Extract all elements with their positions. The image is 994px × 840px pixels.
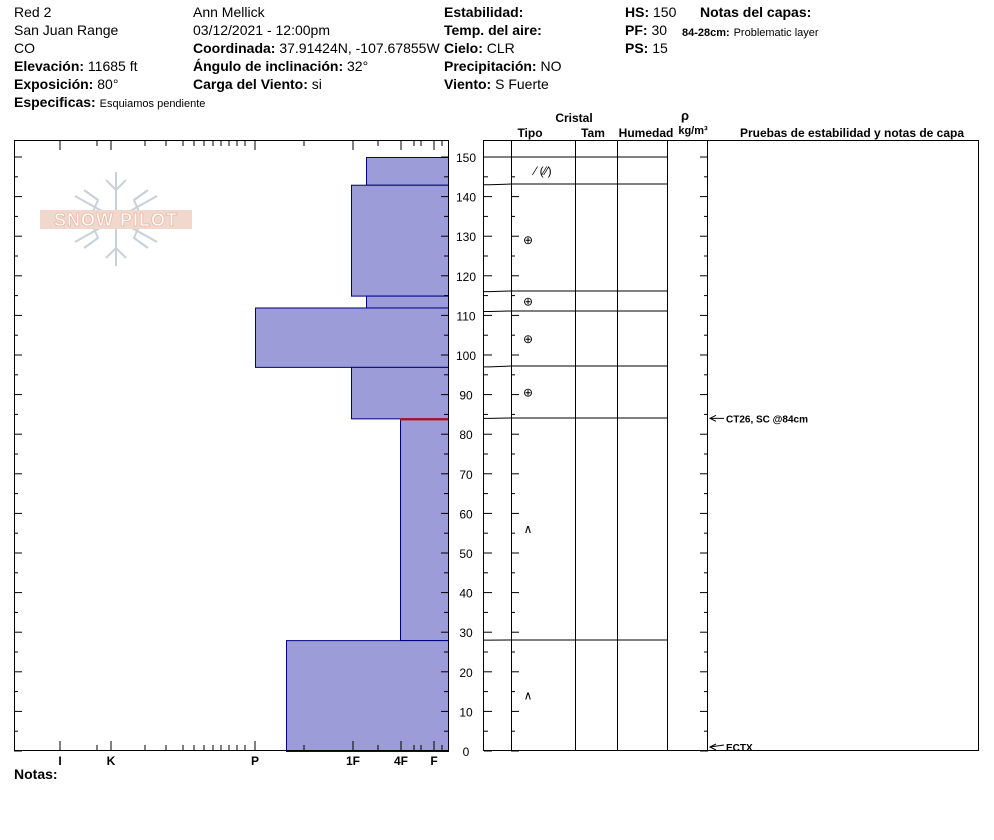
precip-label: Precipitación: [444,58,537,74]
y-tick-label: 50 [459,547,473,561]
size-header: Tam [581,126,605,140]
coordinate-label: Coordinada: [193,40,276,56]
pf-label: PF: [625,22,648,38]
y-tick-label: 130 [455,230,477,245]
crystal-symbol: ⊕ [522,233,534,248]
stability-label: Estabilidad: [444,4,524,20]
crystal-symbol: ∧ [523,688,533,703]
y-tick-label: 20 [459,665,473,680]
coordinate-value: 37.91424N, -107.67855W [279,40,440,56]
crystal-grid [484,140,979,751]
y-tick-label: 110 [456,309,476,324]
y-tick-label: 60 [459,507,473,522]
rho-header: ρ [680,108,690,123]
crystal-symbol: ⁄ (⁄⁄) [534,163,552,178]
moisture-header: Humedad [618,126,674,140]
specifics-label: Especificas: [14,94,96,110]
x-tick-label: 1F [345,754,361,768]
test-label: ECTX [726,743,753,754]
x-tick-label: P [250,754,260,768]
hardness-bar [287,641,449,752]
wind-value: S Fuerte [495,76,549,92]
specifics-value: Esquiamos pendiente [99,98,206,110]
layer-notes-title: Notas del capas: [700,4,812,20]
grid-headers [517,108,964,140]
air-temp-label: Temp. del aire: [444,22,542,38]
x-tick-label: F [430,754,438,768]
state-name: CO [14,40,35,56]
hardness-bar [367,158,449,186]
wind-load-label: Carga del Viento: [193,76,308,92]
x-tick-label: K [106,754,116,768]
hs-value: 150 [653,4,677,20]
aspect-label: Exposición: [14,76,94,92]
y-tick-label: 70 [459,467,473,482]
range-name: San Juan Range [14,22,119,38]
crystal-symbol: ⊕ [522,385,534,400]
hs-label: HS: [625,4,650,20]
elevation-label: Elevación: [14,58,85,74]
logo-text: SNOW PILOT [54,210,178,230]
crystal-header: Cristal [555,111,593,125]
stability-tests [710,414,808,754]
crystal-symbol: ∧ [523,522,533,537]
layer-note-text: Problematic layer [733,27,819,39]
type-header: Tipo [517,126,543,140]
sky-label: Cielo: [444,40,483,56]
tests-header: Pruebas de estabilidad y notas de capa [739,126,965,140]
elevation-value: 11685 ft [87,58,138,74]
y-tick-label: 100 [455,349,477,363]
y-tick-label: 10 [459,705,473,720]
test-label: CT26, SC @84cm [726,414,809,426]
y-tick-label: 140 [455,190,477,205]
hardness-bar [352,185,449,296]
layer-note-range: 84-28cm: [682,27,730,39]
site-name: Red 2 [14,4,52,20]
wind-label: Viento: [444,76,492,92]
y-tick-label: 0 [462,745,470,759]
y-tick-label: 120 [455,269,477,284]
grid-depth-ticks [484,157,708,751]
notes-label: Notas: [14,766,58,782]
ps-value: 15 [652,40,668,56]
y-tick-label: 30 [459,626,473,641]
x-tick-label: 4F [393,754,409,768]
crystal-symbols [523,164,552,703]
aspect-value: 80° [97,76,119,92]
x-tick-label: I [58,754,62,768]
crystal-symbol: ⊕ [522,294,534,309]
incline-value: 32° [347,58,369,74]
incline-label: Ángulo de inclinación: [193,58,344,74]
sky-value: CLR [486,40,515,56]
ps-label: PS: [625,40,649,56]
hardness-bar [352,367,449,418]
wind-load-value: si [311,76,322,92]
y-tick-label: 80 [459,428,473,443]
hardness-bar [367,296,449,308]
hardness-bar [256,308,449,367]
hardness-bar [401,419,449,641]
precip-value: NO [540,58,562,74]
crystal-symbol: ⊕ [522,332,534,347]
observer-name: Ann Mellick [193,4,265,20]
pf-value: 30 [651,22,668,38]
y-tick-label: 150 [455,151,477,165]
observation-datetime: 03/12/2021 - 12:00pm [193,22,330,38]
snowpilot-logo [40,172,192,266]
y-tick-label: 40 [459,586,473,601]
hardness-bars [256,158,449,752]
y-tick-label: 90 [459,388,473,403]
density-unit-header: kg/m³ [678,125,708,137]
